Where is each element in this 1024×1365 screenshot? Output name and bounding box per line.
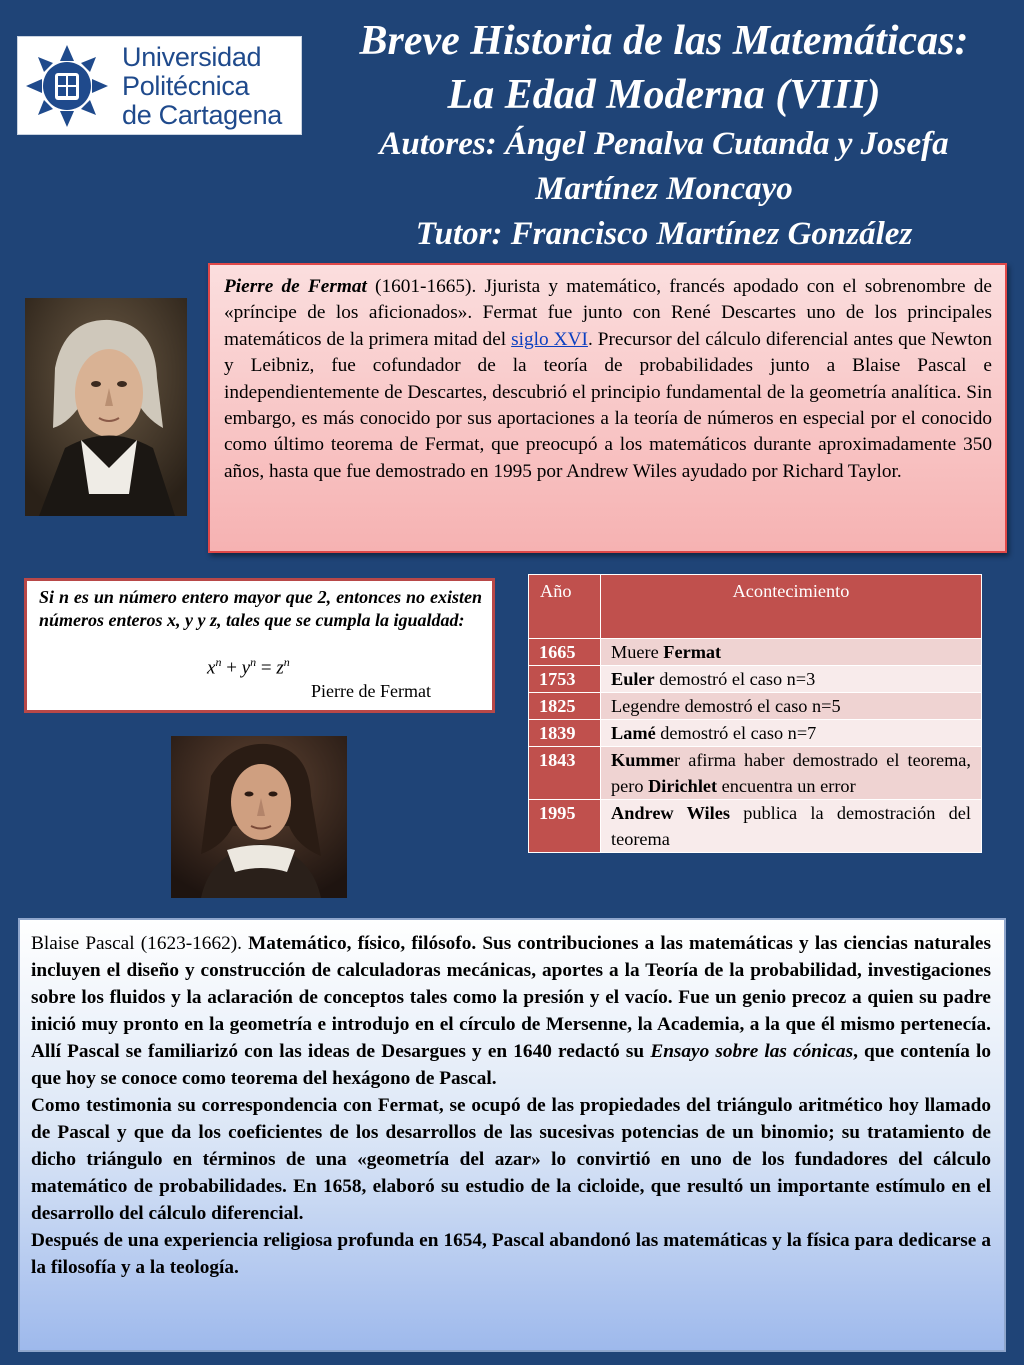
timeline-event-text: Muere [611, 642, 664, 662]
pascal-paragraph [31, 930, 991, 1092]
timeline-event-text: Andrew Wiles [611, 803, 730, 823]
fermat-portrait [25, 298, 187, 516]
table-row [529, 800, 982, 853]
timeline-event [601, 666, 982, 693]
pascal-paragraph: Después de una experiencia religiosa profunda en 1654, Pascal abandonó las matemáticas y la física para dedicarse a la filosofía y a la teología. [31, 1230, 991, 1278]
poster-title: Breve Historia de las Matemáticas: [359, 18, 969, 64]
timeline-year: 1995 [529, 800, 601, 853]
timeline-event-text: demostró el caso n=3 [654, 669, 816, 689]
pascal-text-part: , que contenía lo que hoy se conoce como teorema del hexágono de Pascal. [31, 1041, 992, 1089]
formula-exponent: n [215, 655, 222, 669]
poster-header [310, 14, 1018, 257]
table-row [529, 747, 982, 800]
timeline-event [601, 720, 982, 747]
logo-line: Politécnica [122, 71, 250, 101]
formula-term: y [241, 657, 251, 679]
formula-term: x [207, 657, 216, 679]
timeline-event-text: Lamé [611, 723, 656, 743]
theorem-author: Pierre de Fermat [311, 681, 431, 701]
header-year: Año [529, 575, 601, 639]
header-event: Acontecimiento [601, 575, 982, 639]
timeline-year: 1825 [529, 693, 601, 720]
authors-line: Autores: Ángel Penalva Cutanda y Josefa [379, 126, 949, 162]
timeline-event-text: Kumme [611, 750, 674, 770]
logo-wordmark [122, 43, 282, 130]
logo-line: Universidad [122, 42, 262, 72]
siglo-xvi-link[interactable]: siglo XVI [511, 328, 588, 350]
table-row [529, 693, 982, 720]
authors-line-2: Martínez Moncayo [535, 171, 793, 207]
pascal-name: Blaise Pascal [31, 933, 135, 954]
pascal-biography [18, 918, 1006, 1352]
table-row [529, 720, 982, 747]
timeline-event [601, 800, 982, 853]
theorem-formula [207, 655, 290, 679]
upct-emblem-icon [24, 43, 110, 129]
fermat-text-part: . Precursor del cálculo diferencial antes que Newton y Leibniz, fue cofundador de la teoría de probabilidades junto a Blaise Pascal e independientemente de Descartes, descubrió el principio fundamental de la geometría analítica. Sin embargo, es más conocido por sus aportaciones a la teoría de números en especial por el conocido como último teorema de Fermat, que preocupó a los matemáticos durante aproximadamente 350 años, hasta que fue demostrado en 1995 por Andrew Wiles ayudado por Richard Taylor. [224, 328, 992, 482]
table-row [529, 639, 982, 666]
pascal-dates: (1623-1662). [134, 933, 249, 954]
formula-operator: = [256, 657, 277, 679]
fermat-biography [208, 263, 1007, 553]
formula-exponent: n [283, 655, 290, 669]
university-logo [17, 36, 302, 135]
formula-term: z [276, 657, 284, 679]
timeline-event-text: Dirichlet [648, 776, 718, 796]
timeline-body [529, 639, 982, 853]
timeline-event-text: Legendre demostró el caso n=5 [611, 696, 841, 716]
timeline-event-text: encuentra un error [717, 776, 856, 796]
timeline-year: 1665 [529, 639, 601, 666]
theorem-statement: Si n es un número entero mayor que 2, entonces no existen números enteros x, y y z, tales que se cumpla la igualdad: [39, 587, 482, 630]
pascal-book-title: Ensayo sobre las cónicas [650, 1041, 854, 1062]
timeline-event-text: demostró el caso n=7 [655, 723, 817, 743]
timeline-event-text: Euler [611, 669, 655, 689]
formula-exponent: n [250, 655, 257, 669]
timeline-event-text: publica la demostración del teorema [611, 803, 971, 849]
fermat-theorem-box [24, 578, 495, 713]
tutor-line: Tutor: Francisco Martínez González [415, 216, 913, 252]
fermat-text-part: (1601-1665). Jjurista y matemático, francés apodado con el sobrenombre de «príncipe de los aficionados». Fermat fue junto con René Descartes uno de los principales matemáticos de la primera mitad del [224, 276, 992, 350]
timeline-event-text: Fermat [663, 642, 722, 662]
fermat-theorem-timeline [528, 574, 982, 853]
timeline-year: 1753 [529, 666, 601, 693]
timeline-event [601, 693, 982, 720]
timeline-year: 1843 [529, 747, 601, 800]
pascal-paragraph: Como testimonia su correspondencia con Fermat, se ocupó de las propiedades del triángulo aritmético hoy llamado de Pascal y que da los coeficientes de los desarrollos de las sucesivas potencias de un binomio; su tratamiento de dicho triángulo en términos de una «geometría del azar» lo convirtió en uno de los fundadores del cálculo matemático de probabilidades. En 1658, elaboró su estudio de la cicloide, que resultó un importante estímulo en el desarrollo del cálculo diferencial. [31, 1095, 991, 1224]
logo-line: de Cartagena [122, 100, 283, 130]
timeline-event [601, 639, 982, 666]
timeline-year: 1839 [529, 720, 601, 747]
pascal-text-part: Matemático, físico, filósofo. Sus contribuciones a las matemáticas y las ciencias naturales incluyen el diseño y construcción de calculadoras mecánicas, aportes a la Teoría de la probabilidad, investigaciones sobre los fluidos y la aclaración de conceptos tales como la presión y el vacío. Fue un genio precoz a quien su padre inició muy pronto en la geometría e introdujo en el círculo de Mersenne, la Academia, a la que él mismo pertenecía. Allí Pascal se familiarizó con las ideas de Desargues y en 1640 redactó su [31, 933, 991, 1062]
fermat-name: Pierre de Fermat [224, 276, 367, 297]
timeline-event [601, 747, 982, 800]
table-row [529, 666, 982, 693]
pascal-portrait [171, 736, 347, 898]
table-header-row [529, 575, 982, 639]
timeline-event-text: r afirma haber demostrado el teorema, pero [611, 750, 971, 796]
formula-operator: + [221, 657, 242, 679]
poster-subtitle: La Edad Moderna (VIII) [447, 72, 881, 118]
